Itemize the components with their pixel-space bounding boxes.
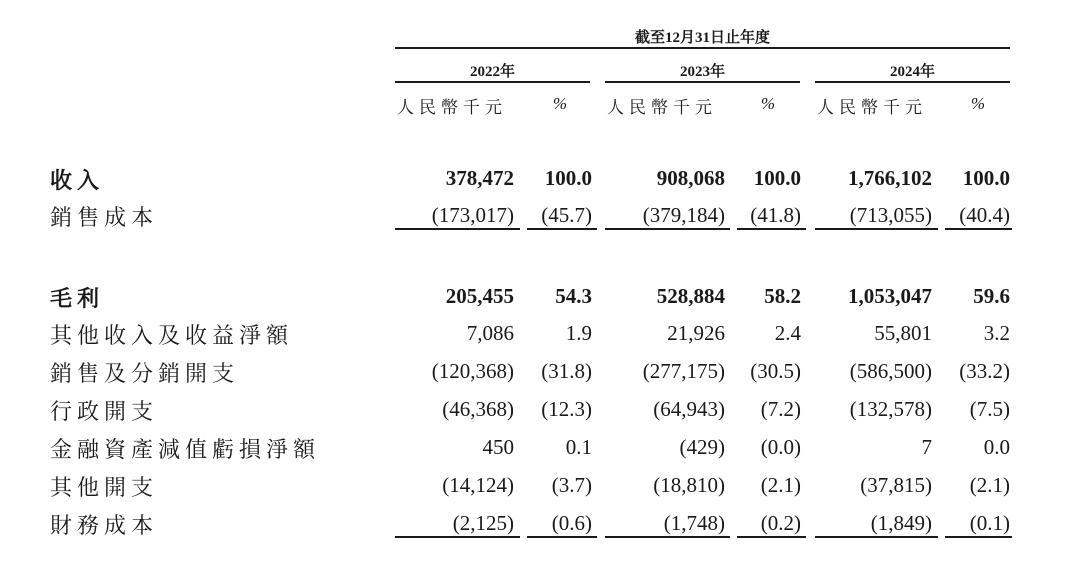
currency-header-2024: 人民幣千元	[817, 98, 927, 117]
row-label: 銷售及分銷開支	[50, 361, 240, 386]
year-header-2024: 2024年	[889, 64, 935, 80]
row-label: 其他收入及收益淨額	[50, 323, 294, 348]
subtotal-rule	[527, 228, 597, 230]
row-label: 其他開支	[50, 475, 159, 500]
percent-cell: 0.0	[983, 435, 1010, 459]
subtotal-rule	[815, 536, 938, 538]
amount-cell: (132,578)	[849, 397, 932, 421]
year-header-2023: 2023年	[679, 64, 725, 80]
amount-cell: (586,500)	[849, 359, 932, 383]
percent-cell: (12.3)	[541, 397, 592, 421]
percent-header-2022: %	[552, 94, 568, 113]
amount-cell: 528,884	[656, 284, 725, 308]
currency-header-2022: 人民幣千元	[397, 98, 507, 117]
period-rule	[395, 47, 1010, 49]
amount-cell: (429)	[679, 435, 725, 459]
amount-cell: 1,766,102	[848, 166, 932, 190]
percent-cell: 100.0	[753, 166, 801, 190]
year-header-2022: 2022年	[469, 64, 515, 80]
subtotal-rule	[527, 536, 597, 538]
percent-cell: (2.1)	[969, 473, 1010, 497]
percent-header-2024: %	[970, 94, 986, 113]
percent-cell: 100.0	[544, 166, 592, 190]
amount-cell: 205,455	[445, 284, 514, 308]
percent-cell: (0.0)	[760, 435, 801, 459]
subtotal-rule	[605, 228, 730, 230]
row-label: 金融資產減值虧損淨額	[50, 437, 321, 462]
percent-cell: 3.2	[983, 321, 1010, 345]
percent-cell: 0.1	[565, 435, 592, 459]
percent-header-2023: %	[760, 94, 776, 113]
percent-cell: 54.3	[555, 284, 592, 308]
subtotal-rule	[945, 536, 1012, 538]
amount-cell: (46,368)	[442, 397, 514, 421]
amount-cell: 1,053,047	[848, 284, 932, 308]
amount-cell: (37,815)	[860, 473, 932, 497]
percent-cell: (2.1)	[760, 473, 801, 497]
amount-cell: (18,810)	[653, 473, 725, 497]
percent-cell: (41.8)	[750, 203, 801, 227]
amount-cell: 7	[921, 435, 932, 459]
amount-cell: 55,801	[874, 321, 932, 345]
percent-cell: 100.0	[962, 166, 1010, 190]
row-label: 收入	[50, 168, 105, 193]
percent-cell: (0.1)	[969, 511, 1010, 535]
amount-cell: (713,055)	[849, 203, 932, 227]
amount-cell: (379,184)	[642, 203, 725, 227]
amount-cell: 908,068	[656, 166, 725, 190]
row-label: 行政開支	[50, 399, 159, 424]
subtotal-rule	[737, 536, 806, 538]
percent-cell: 2.4	[774, 321, 801, 345]
amount-cell: (277,175)	[642, 359, 725, 383]
percent-cell: (7.5)	[969, 397, 1010, 421]
row-label: 毛利	[50, 286, 105, 311]
year-rule-2022	[395, 81, 590, 83]
subtotal-rule	[605, 536, 730, 538]
subtotal-rule	[395, 228, 520, 230]
percent-cell: (0.2)	[760, 511, 801, 535]
period-header: 截至12月31日止年度	[634, 30, 770, 46]
amount-cell: (120,368)	[431, 359, 514, 383]
subtotal-rule	[815, 228, 938, 230]
percent-cell: (7.2)	[760, 397, 801, 421]
row-label: 銷售成本	[50, 205, 159, 230]
percent-cell: (0.6)	[551, 511, 592, 535]
subtotal-rule	[395, 536, 520, 538]
percent-cell: (30.5)	[750, 359, 801, 383]
amount-cell: (1,748)	[663, 511, 725, 535]
percent-cell: (45.7)	[541, 203, 592, 227]
percent-cell: (3.7)	[551, 473, 592, 497]
percent-cell: 58.2	[764, 284, 801, 308]
amount-cell: (14,124)	[442, 473, 514, 497]
year-rule-2023	[605, 81, 800, 83]
amount-cell: 21,926	[667, 321, 725, 345]
percent-cell: 59.6	[973, 284, 1010, 308]
amount-cell: 378,472	[445, 166, 514, 190]
amount-cell: (173,017)	[431, 203, 514, 227]
subtotal-rule	[737, 228, 806, 230]
percent-cell: (33.2)	[959, 359, 1010, 383]
currency-header-2023: 人民幣千元	[607, 98, 717, 117]
amount-cell: (1,849)	[870, 511, 932, 535]
percent-cell: (40.4)	[959, 203, 1010, 227]
amount-cell: (2,125)	[452, 511, 514, 535]
subtotal-rule	[945, 228, 1012, 230]
amount-cell: 7,086	[466, 321, 514, 345]
amount-cell: 450	[482, 435, 514, 459]
amount-cell: (64,943)	[653, 397, 725, 421]
row-label: 財務成本	[50, 513, 159, 538]
year-rule-2024	[815, 81, 1010, 83]
percent-cell: (31.8)	[541, 359, 592, 383]
percent-cell: 1.9	[565, 321, 592, 345]
